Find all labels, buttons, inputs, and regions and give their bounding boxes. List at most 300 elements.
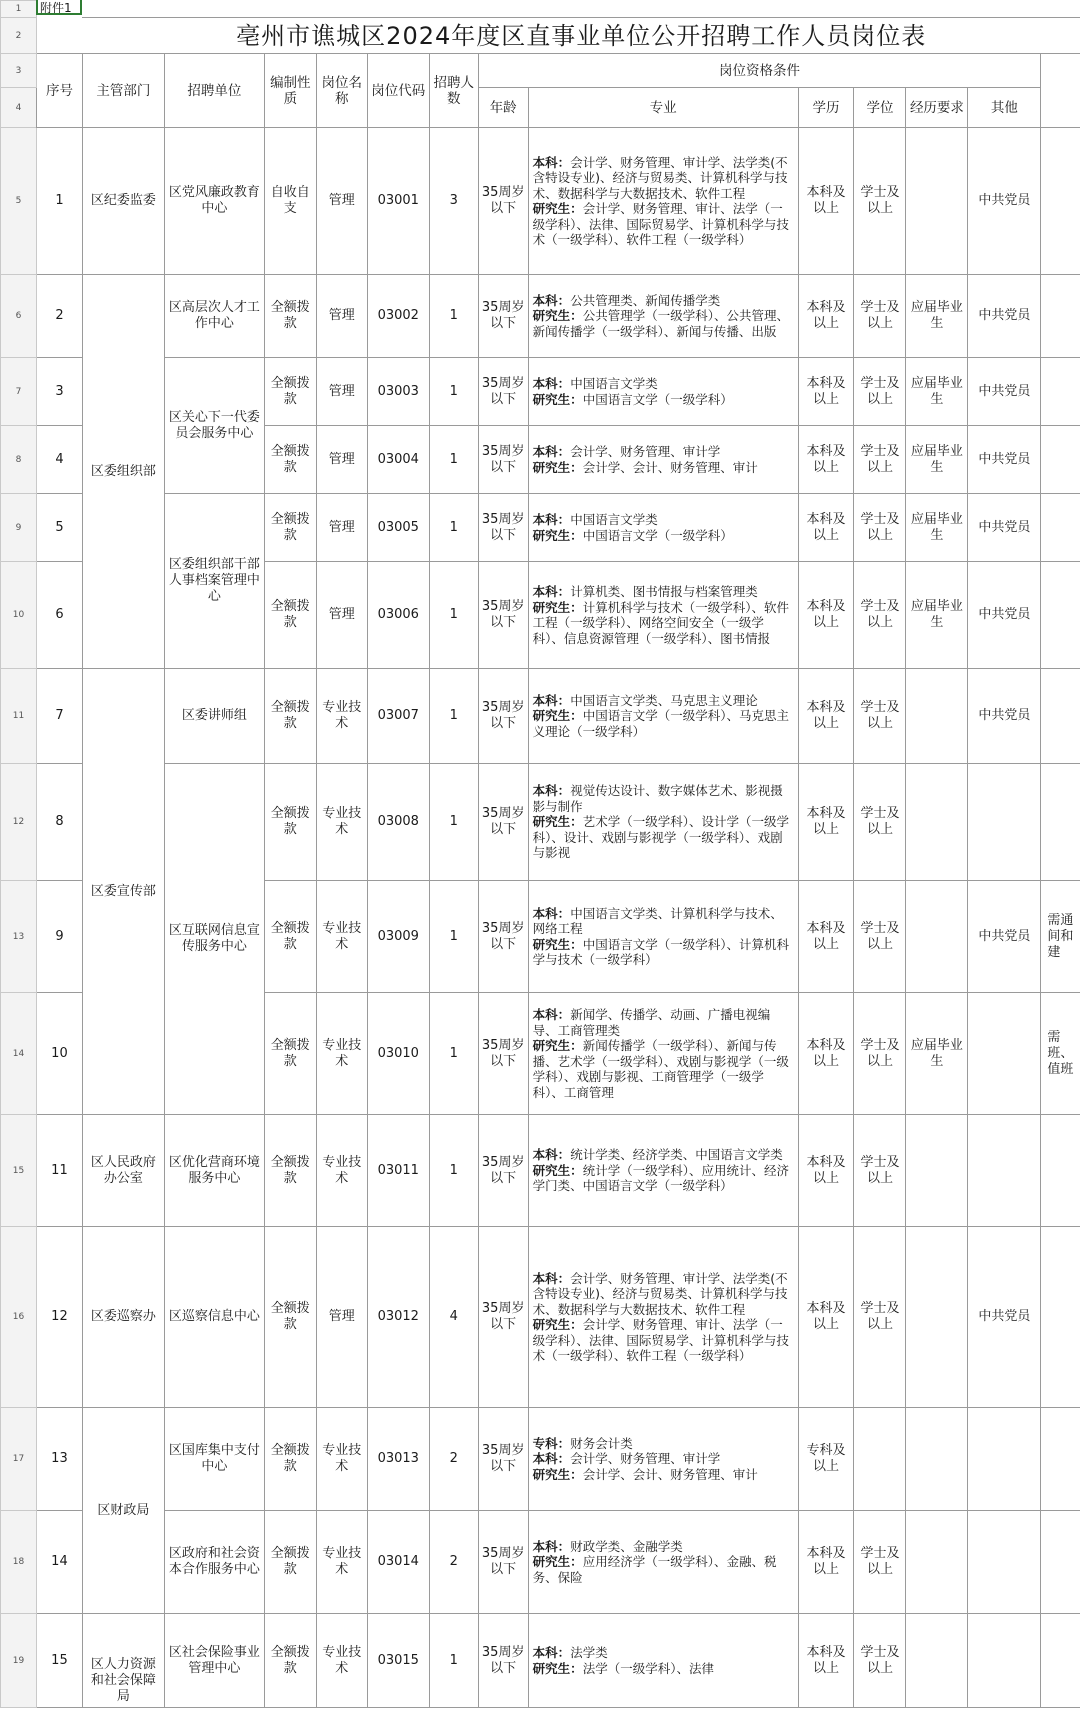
row-number[interactable]: 9 [1, 494, 37, 562]
header-count: 招聘人数 [429, 54, 478, 128]
cell-seq[interactable]: 5 [36, 494, 82, 562]
cell-other[interactable]: 中共党员 [968, 881, 1041, 993]
cell-seq[interactable]: 10 [36, 993, 82, 1115]
cell-experience[interactable] [906, 1408, 968, 1511]
row-number[interactable]: 12 [1, 764, 37, 881]
cell-experience[interactable] [906, 1115, 968, 1227]
major-grad: 公共管理学（一级学科）、公共管理、新闻传播学（一级学科）、新闻与传播、出版 [532, 308, 789, 339]
label-grad: 研究生： [532, 599, 583, 615]
cell-major[interactable] [528, 764, 798, 881]
cell-seq[interactable]: 14 [36, 1511, 82, 1614]
label-undergrad: 本科： [532, 905, 571, 921]
cell-nature[interactable]: 全额拨款 [264, 562, 316, 669]
cell-extra[interactable] [1041, 1115, 1080, 1227]
cell-unit[interactable]: 区政府和社会资本合作服务中心 [164, 1511, 264, 1614]
table-row [1, 1408, 1080, 1511]
row-number[interactable]: 19 [1, 1614, 37, 1708]
label-junior: 专科： [532, 1435, 571, 1451]
row-number[interactable]: 10 [1, 562, 37, 669]
cell-degree[interactable]: 学士及以上 [854, 993, 906, 1115]
label-grad: 研究生： [532, 1554, 583, 1570]
cell-code[interactable]: 03002 [367, 275, 429, 358]
cell-experience[interactable]: 应届毕业生 [906, 426, 968, 494]
major-undergrad: 会计学、财务管理、审计学、法学类(不含特设专业)、经济与贸易类、计算机科学与技术、数据科学与大数据技术、软件工程 [532, 1270, 788, 1317]
cell-post[interactable]: 专业技术 [316, 881, 367, 993]
cell-extra[interactable]: 需通间和建 [1041, 881, 1080, 993]
blank-cell [36, 18, 82, 54]
cell-education[interactable]: 本科及以上 [798, 764, 854, 881]
cell-other[interactable] [968, 1408, 1041, 1511]
header-nature: 编制性质 [264, 54, 316, 128]
cell-nature[interactable]: 全额拨款 [264, 764, 316, 881]
label-grad: 研究生： [532, 1317, 583, 1332]
cell-extra[interactable]: 需班、值班 [1041, 993, 1080, 1115]
cell-count[interactable]: 2 [429, 1511, 478, 1614]
cell-post[interactable]: 专业技术 [316, 669, 367, 764]
row-number[interactable]: 13 [1, 881, 37, 993]
cell-post[interactable]: 管理 [316, 358, 367, 426]
cell-other[interactable] [968, 764, 1041, 881]
cell-extra[interactable] [1041, 1614, 1080, 1708]
cell-post[interactable]: 管理 [316, 275, 367, 358]
row-number[interactable]: 4 [1, 88, 37, 128]
cell-nature[interactable]: 全额拨款 [264, 426, 316, 494]
major-grad: 中国语言文学（一级学科）、马克思主义理论（一级学科） [532, 708, 789, 739]
cell-code[interactable]: 03001 [367, 128, 429, 275]
cell-post[interactable]: 管理 [316, 562, 367, 669]
major-grad: 计算机科学与技术（一级学科）、软件工程（一级学科）、网络空间安全（一级学科）、信息资源管理（一级学科）、图书情报 [532, 599, 789, 646]
cell-seq[interactable]: 11 [36, 1115, 82, 1227]
label-undergrad: 本科： [532, 292, 571, 308]
cell-nature[interactable]: 全额拨款 [264, 358, 316, 426]
cell-extra[interactable] [1041, 1408, 1080, 1511]
cell-post[interactable]: 专业技术 [316, 1511, 367, 1614]
major-grad: 艺术学（一级学科）、设计学（一级学科）、设计、戏剧与影视学（一级学科）、戏剧与影视 [532, 814, 789, 861]
label-undergrad: 本科： [532, 512, 571, 527]
cell-code[interactable]: 03010 [367, 993, 429, 1115]
major-grad: 新闻传播学（一级学科）、新闻与传播、艺术学（一级学科）、戏剧与影视学（一级学科）、戏剧与影视、工商管理学（一级学科）、工商管理 [532, 1038, 789, 1100]
row-number[interactable]: 11 [1, 669, 37, 764]
cell-post[interactable]: 专业技术 [316, 1115, 367, 1227]
cell-other[interactable]: 中共党员 [968, 358, 1041, 426]
cell-major[interactable] [528, 1227, 798, 1408]
major-undergrad: 会计学、财务管理、审计学 [570, 444, 721, 459]
cell-count[interactable]: 4 [429, 1227, 478, 1408]
cell-dept[interactable]: 区人民政府办公室 [82, 1115, 164, 1227]
cell-extra[interactable] [1041, 358, 1080, 426]
header-education: 学历 [798, 88, 854, 128]
cell-dept[interactable]: 区委宣传部 [82, 669, 164, 1115]
cell-major[interactable] [528, 562, 798, 669]
cell-nature[interactable]: 全额拨款 [264, 1115, 316, 1227]
row-number[interactable]: 1 [1, 1, 37, 18]
cell-unit[interactable]: 区关心下一代委员会服务中心 [164, 358, 264, 494]
label-grad: 研究生： [532, 936, 583, 952]
cell-education[interactable]: 本科及以上 [798, 358, 854, 426]
cell-unit[interactable]: 区互联网信息宣传服务中心 [164, 764, 264, 1115]
major-undergrad: 公共管理类、新闻传播学类 [570, 292, 721, 308]
row-number[interactable]: 16 [1, 1227, 37, 1408]
cell-unit[interactable]: 区高层次人才工作中心 [164, 275, 264, 358]
cell-major[interactable] [528, 1115, 798, 1227]
cell-dept[interactable]: 区财政局 [82, 1408, 164, 1614]
cell-education[interactable]: 本科及以上 [798, 1614, 854, 1708]
cell-count[interactable]: 1 [429, 993, 478, 1115]
cell-count[interactable]: 1 [429, 1115, 478, 1227]
cell-seq[interactable]: 2 [36, 275, 82, 358]
cell-age[interactable]: 35周岁以下 [478, 494, 528, 562]
major-undergrad: 统计学类、经济学类、中国语言文学类 [570, 1147, 783, 1163]
cell-seq[interactable]: 1 [36, 128, 82, 275]
table-row [1, 275, 1080, 358]
cell-major[interactable] [528, 494, 798, 562]
cell-education[interactable]: 本科及以上 [798, 993, 854, 1115]
label-grad: 研究生： [532, 459, 583, 475]
cell-degree[interactable]: 学士及以上 [854, 1614, 906, 1708]
cell-post[interactable]: 专业技术 [316, 993, 367, 1115]
cell-extra[interactable] [1041, 562, 1080, 669]
cell-count[interactable]: 1 [429, 494, 478, 562]
cell-unit[interactable]: 区党风廉政教育中心 [164, 128, 264, 275]
header-post-name: 岗位名称 [316, 54, 367, 128]
cell-age[interactable]: 35周岁以下 [478, 1408, 528, 1511]
cell-nature[interactable]: 全额拨款 [264, 881, 316, 993]
cell-experience[interactable]: 应届毕业生 [906, 562, 968, 669]
label-undergrad: 本科： [532, 154, 571, 170]
cell-seq[interactable]: 8 [36, 764, 82, 881]
cell-count[interactable]: 1 [429, 562, 478, 669]
cell-count[interactable]: 1 [429, 669, 478, 764]
header-age: 年龄 [478, 88, 528, 128]
major-grad: 会计学、会计、财务管理、审计 [582, 1466, 758, 1482]
cell-code[interactable]: 03013 [367, 1408, 429, 1511]
label-grad: 研究生： [532, 1660, 583, 1676]
row-number[interactable]: 3 [1, 54, 37, 88]
label-grad: 研究生： [532, 1466, 583, 1482]
major-grad: 中国语言文学（一级学科） [582, 391, 733, 407]
header-post-code: 岗位代码 [367, 54, 429, 128]
table-row [1, 1227, 1080, 1408]
major-undergrad: 会计学、财务管理、审计学、法学类(不含特设专业)、经济与贸易类、计算机科学与技术、数据科学与大数据技术、软件工程 [532, 154, 788, 201]
cell-other[interactable]: 中共党员 [968, 494, 1041, 562]
cell-age[interactable]: 35周岁以下 [478, 358, 528, 426]
cell-education[interactable]: 本科及以上 [798, 562, 854, 669]
cell-education[interactable]: 本科及以上 [798, 494, 854, 562]
header-unit: 招聘单位 [164, 54, 264, 128]
cell-other[interactable] [968, 1115, 1041, 1227]
header-other: 其他 [968, 88, 1041, 128]
cell-unit[interactable]: 区委组织部干部人事档案管理中心 [164, 494, 264, 669]
row-number[interactable]: 6 [1, 275, 37, 358]
cell-seq[interactable]: 9 [36, 881, 82, 993]
cell-degree[interactable]: 学士及以上 [854, 426, 906, 494]
cell-code[interactable]: 03012 [367, 1227, 429, 1408]
cell-code[interactable]: 03004 [367, 426, 429, 494]
cell-post[interactable]: 专业技术 [316, 764, 367, 881]
cell-experience[interactable] [906, 128, 968, 275]
cell-major[interactable] [528, 128, 798, 275]
major-grad: 会计学、财务管理、审计、法学（一级学科）、法律、国际贸易学、计算机科学与技术（一级学科）、软件工程（一级学科） [532, 1317, 789, 1363]
cell-degree[interactable]: 学士及以上 [854, 562, 906, 669]
cell-experience[interactable] [906, 669, 968, 764]
cell-dept[interactable]: 区人力资源和社会保障局 [82, 1614, 164, 1708]
cell-post[interactable]: 管理 [316, 494, 367, 562]
cell-other[interactable] [968, 1511, 1041, 1614]
cell-other[interactable]: 中共党员 [968, 669, 1041, 764]
cell-experience[interactable] [906, 1227, 968, 1408]
sheet-title: 亳州市谯城区2024年度区直事业单位公开招聘工作人员岗位表 [82, 18, 1080, 54]
cell-count[interactable]: 1 [429, 1614, 478, 1708]
cell-age[interactable]: 35周岁以下 [478, 1115, 528, 1227]
table-row [1, 128, 1080, 275]
cell-seq[interactable]: 7 [36, 669, 82, 764]
cell-age[interactable]: 35周岁以下 [478, 275, 528, 358]
cell-other[interactable] [968, 993, 1041, 1115]
cell-nature[interactable]: 全额拨款 [264, 1408, 316, 1511]
cell-experience[interactable] [906, 881, 968, 993]
cell-age[interactable]: 35周岁以下 [478, 669, 528, 764]
cell-experience[interactable] [906, 1614, 968, 1708]
cell-major[interactable] [528, 1511, 798, 1614]
major-grad: 中国语言文学（一级学科） [582, 527, 733, 543]
cell-degree[interactable]: 学士及以上 [854, 669, 906, 764]
cell-degree[interactable]: 学士及以上 [854, 1511, 906, 1614]
cell-dept[interactable]: 区委巡察办 [82, 1227, 164, 1408]
major-grad: 会计学、财务管理、审计、法学（一级学科）、法律、国际贸易学、计算机科学与技术（一级学科）、软件工程（一级学科） [532, 201, 789, 247]
cell-nature[interactable]: 全额拨款 [264, 1227, 316, 1408]
cell-unit[interactable]: 区国库集中支付中心 [164, 1408, 264, 1511]
cell-nature[interactable]: 全额拨款 [264, 494, 316, 562]
cell-education[interactable]: 本科及以上 [798, 1227, 854, 1408]
cell-experience[interactable] [906, 1511, 968, 1614]
cell-age[interactable]: 35周岁以下 [478, 426, 528, 494]
major-undergrad: 中国语言文学类、计算机科学与技术、网络工程 [532, 905, 783, 936]
cell-degree[interactable]: 学士及以上 [854, 128, 906, 275]
cell-major[interactable] [528, 358, 798, 426]
cell-degree[interactable]: 学士及以上 [854, 1115, 906, 1227]
major-undergrad: 财政学类、金融学类 [570, 1538, 683, 1554]
label-undergrad: 本科： [532, 376, 571, 391]
cell-extra[interactable] [1041, 275, 1080, 358]
cell-code[interactable]: 03006 [367, 562, 429, 669]
cell-other[interactable] [968, 1614, 1041, 1708]
cell-education[interactable]: 本科及以上 [798, 128, 854, 275]
cell-other[interactable]: 中共党员 [968, 562, 1041, 669]
cell-seq[interactable]: 3 [36, 358, 82, 426]
cell-post[interactable]: 管理 [316, 426, 367, 494]
cell-nature[interactable]: 全额拨款 [264, 275, 316, 358]
cell-count[interactable]: 1 [429, 358, 478, 426]
major-undergrad: 中国语言文学类、马克思主义理论 [570, 692, 758, 708]
header-seq: 序号 [36, 54, 82, 128]
cell-other[interactable]: 中共党员 [968, 275, 1041, 358]
major-undergrad: 计算机类、图书情报与档案管理类 [570, 584, 758, 599]
row-number[interactable]: 18 [1, 1511, 37, 1614]
cell-code[interactable]: 03011 [367, 1115, 429, 1227]
row-number[interactable]: 8 [1, 426, 37, 494]
cell-code[interactable]: 03009 [367, 881, 429, 993]
label-undergrad: 本科： [532, 692, 571, 708]
selected-cell-a1[interactable]: 附件1 [36, 0, 82, 15]
label-undergrad: 本科： [532, 584, 571, 599]
label-undergrad: 本科： [532, 783, 571, 799]
cell-degree[interactable]: 学士及以上 [854, 358, 906, 426]
cell-degree[interactable]: 学士及以上 [854, 1227, 906, 1408]
header-experience: 经历要求 [906, 88, 968, 128]
cell-extra[interactable] [1041, 1227, 1080, 1408]
cell-education[interactable]: 专科及以上 [798, 1408, 854, 1511]
cell-other[interactable]: 中共党员 [968, 426, 1041, 494]
cell-age[interactable]: 35周岁以下 [478, 1614, 528, 1708]
cell-age[interactable]: 35周岁以下 [478, 1227, 528, 1408]
cell-seq[interactable]: 6 [36, 562, 82, 669]
cell-extra[interactable] [1041, 494, 1080, 562]
cell-unit[interactable]: 区巡察信息中心 [164, 1227, 264, 1408]
label-grad: 研究生： [532, 1162, 583, 1178]
cell-code[interactable]: 03015 [367, 1614, 429, 1708]
cell-major[interactable] [528, 275, 798, 358]
row-number[interactable]: 15 [1, 1115, 37, 1227]
header-cut-column [1041, 54, 1080, 128]
label-grad: 研究生： [532, 708, 583, 724]
cell-major[interactable] [528, 426, 798, 494]
cell-code[interactable]: 03014 [367, 1511, 429, 1614]
label-grad: 研究生： [532, 308, 583, 324]
cell-age[interactable]: 35周岁以下 [478, 993, 528, 1115]
label-undergrad: 本科： [532, 1538, 571, 1554]
cell-major[interactable] [528, 1408, 798, 1511]
cell-major[interactable] [528, 881, 798, 993]
row-1-blank [36, 1, 1080, 18]
cell-other[interactable]: 中共党员 [968, 1227, 1041, 1408]
cell-extra[interactable] [1041, 128, 1080, 275]
major-undergrad: 会计学、财务管理、审计学 [570, 1451, 721, 1467]
cell-code[interactable]: 03008 [367, 764, 429, 881]
major-undergrad: 新闻学、传播学、动画、广播电视编导、工商管理类 [532, 1007, 771, 1038]
row-number[interactable]: 7 [1, 358, 37, 426]
label-undergrad: 本科： [532, 1147, 571, 1163]
cell-extra[interactable] [1041, 669, 1080, 764]
label-grad: 研究生： [532, 814, 583, 830]
label-undergrad: 本科： [532, 1007, 571, 1022]
cell-seq[interactable]: 15 [36, 1614, 82, 1708]
major-undergrad: 中国语言文学类 [570, 376, 658, 391]
major-grad: 中国语言文学（一级学科）、计算机科学与技术（一级学科） [532, 936, 789, 967]
cell-experience[interactable]: 应届毕业生 [906, 358, 968, 426]
header-degree: 学位 [854, 88, 906, 128]
major-undergrad: 视觉传达设计、数字媒体艺术、影视摄影与制作 [532, 783, 783, 814]
cell-count[interactable]: 2 [429, 1408, 478, 1511]
row-number[interactable]: 2 [1, 18, 37, 54]
cell-degree[interactable]: 学士及以上 [854, 494, 906, 562]
table-row [1, 1614, 1080, 1708]
cell-age[interactable]: 35周岁以下 [478, 881, 528, 993]
row-number[interactable]: 5 [1, 128, 37, 275]
cell-extra[interactable] [1041, 764, 1080, 881]
cell-degree[interactable] [854, 1408, 906, 1511]
row-number[interactable]: 14 [1, 993, 37, 1115]
cell-education[interactable]: 本科及以上 [798, 881, 854, 993]
major-junior: 财务会计类 [570, 1435, 633, 1451]
cell-count[interactable]: 1 [429, 275, 478, 358]
cell-code[interactable]: 03005 [367, 494, 429, 562]
major-undergrad: 法学类 [570, 1645, 608, 1660]
cell-unit[interactable]: 区优化营商环境服务中心 [164, 1115, 264, 1227]
cell-post[interactable]: 管理 [316, 128, 367, 275]
header-dept: 主管部门 [82, 54, 164, 128]
cell-major[interactable] [528, 1614, 798, 1708]
cell-major[interactable] [528, 993, 798, 1115]
cell-nature[interactable]: 自收自支 [264, 128, 316, 275]
cell-education[interactable]: 本科及以上 [798, 426, 854, 494]
cell-experience[interactable]: 应届毕业生 [906, 275, 968, 358]
cell-age[interactable]: 35周岁以下 [478, 562, 528, 669]
label-undergrad: 本科： [532, 444, 571, 459]
cell-experience[interactable] [906, 764, 968, 881]
cell-education[interactable]: 本科及以上 [798, 1115, 854, 1227]
cell-nature[interactable]: 全额拨款 [264, 993, 316, 1115]
cell-unit[interactable]: 区社会保险事业管理中心 [164, 1614, 264, 1708]
cell-dept[interactable]: 区纪委监委 [82, 128, 164, 275]
cell-nature[interactable]: 全额拨款 [264, 1511, 316, 1614]
cell-degree[interactable]: 学士及以上 [854, 881, 906, 993]
cell-post[interactable]: 管理 [316, 1227, 367, 1408]
cell-degree[interactable]: 学士及以上 [854, 275, 906, 358]
cell-nature[interactable]: 全额拨款 [264, 1614, 316, 1708]
cell-post[interactable]: 专业技术 [316, 1614, 367, 1708]
cell-education[interactable]: 本科及以上 [798, 669, 854, 764]
cell-extra[interactable] [1041, 1511, 1080, 1614]
cell-count[interactable]: 1 [429, 764, 478, 881]
header-qualifications: 岗位资格条件 [478, 54, 1041, 88]
cell-seq[interactable]: 4 [36, 426, 82, 494]
cell-dept[interactable]: 区委组织部 [82, 275, 164, 669]
cell-nature[interactable]: 全额拨款 [264, 669, 316, 764]
cell-experience[interactable]: 应届毕业生 [906, 993, 968, 1115]
cell-age[interactable]: 35周岁以下 [478, 128, 528, 275]
cell-major[interactable] [528, 669, 798, 764]
cell-other[interactable]: 中共党员 [968, 128, 1041, 275]
cell-education[interactable]: 本科及以上 [798, 1511, 854, 1614]
header-major: 专业 [528, 88, 798, 128]
cell-experience[interactable]: 应届毕业生 [906, 494, 968, 562]
cell-code[interactable]: 03007 [367, 669, 429, 764]
major-grad: 法学（一级学科）、法律 [582, 1660, 714, 1676]
label-grad: 研究生： [532, 1038, 583, 1053]
label-undergrad: 本科： [532, 1270, 571, 1286]
cell-seq[interactable]: 12 [36, 1227, 82, 1408]
cell-degree[interactable]: 学士及以上 [854, 764, 906, 881]
table-row [1, 669, 1080, 764]
major-grad: 应用经济学（一级学科）、金融、税务、保险 [532, 1554, 777, 1585]
cell-count[interactable]: 3 [429, 128, 478, 275]
table-row [1, 1115, 1080, 1227]
cell-education[interactable]: 本科及以上 [798, 275, 854, 358]
cell-code[interactable]: 03003 [367, 358, 429, 426]
cell-seq[interactable]: 13 [36, 1408, 82, 1511]
cell-age[interactable]: 35周岁以下 [478, 764, 528, 881]
cell-post[interactable]: 专业技术 [316, 1408, 367, 1511]
major-undergrad: 中国语言文学类 [570, 512, 658, 527]
cell-unit[interactable]: 区委讲师组 [164, 669, 264, 764]
cell-extra[interactable] [1041, 426, 1080, 494]
cell-count[interactable]: 1 [429, 881, 478, 993]
cell-age[interactable]: 35周岁以下 [478, 1511, 528, 1614]
major-grad: 统计学（一级学科）、应用统计、经济学门类、中国语言文学（一级学科） [532, 1162, 789, 1194]
label-grad: 研究生： [532, 201, 583, 216]
row-number[interactable]: 17 [1, 1408, 37, 1511]
cell-count[interactable]: 1 [429, 426, 478, 494]
